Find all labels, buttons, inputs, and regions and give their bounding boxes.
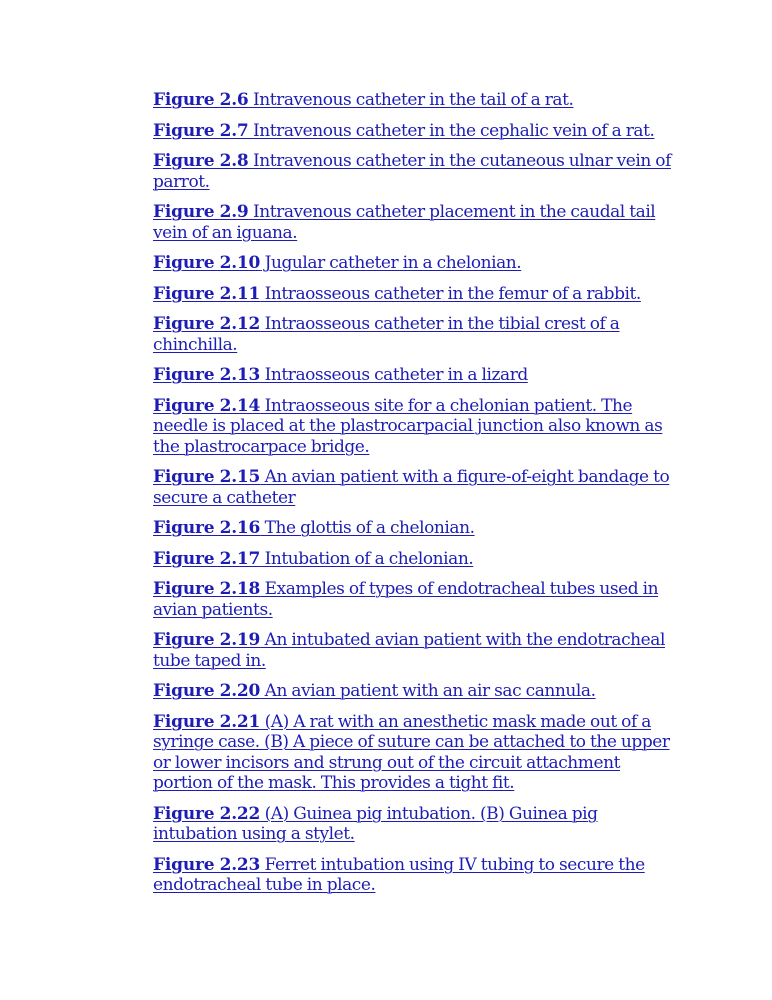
figure-link-2-16[interactable] bbox=[153, 518, 683, 539]
figure-link-2-9[interactable] bbox=[153, 202, 683, 243]
figure-number: Figure 2.14 bbox=[153, 395, 261, 416]
figure-link-2-10[interactable] bbox=[153, 253, 683, 274]
figure-link-2-12[interactable] bbox=[153, 314, 683, 355]
figure-number: Figure 2.10 bbox=[153, 253, 261, 273]
figure-number: Figure 2.15 bbox=[153, 467, 261, 487]
figure-caption: Ferret intubation using IV tubing to secure the endotracheal tube in place. bbox=[153, 854, 645, 895]
figure-number: Figure 2.9 bbox=[153, 202, 249, 222]
figure-caption: Intraosseous site for a chelonian patient. The needle is placed at the plastrocarpacial junction also known as the plastrocarpace bridge. bbox=[153, 395, 663, 457]
figure-caption: Intravenous catheter in the cutaneous ulnar vein of parrot. bbox=[153, 151, 671, 192]
figure-number: Figure 2.21 bbox=[153, 711, 261, 732]
figure-number: Figure 2.19 bbox=[153, 630, 261, 650]
figure-caption: The glottis of a chelonian. bbox=[260, 518, 475, 538]
figure-number: Figure 2.22 bbox=[153, 803, 261, 824]
figure-link-2-14[interactable] bbox=[153, 396, 683, 458]
figure-caption: Intravenous catheter placement in the caudal tail vein of an iguana. bbox=[153, 202, 656, 243]
figure-link-2-13[interactable] bbox=[153, 365, 683, 386]
figure-caption: (A) Guinea pig intubation. (B) Guinea pig intubation using a stylet. bbox=[153, 803, 598, 844]
figure-caption: An avian patient with a figure-of-eight bandage to secure a catheter bbox=[153, 467, 670, 508]
figure-caption: Intraosseous catheter in the tibial crest of a chinchilla. bbox=[153, 314, 620, 355]
figure-number: Figure 2.18 bbox=[153, 579, 261, 599]
figure-link-2-17[interactable] bbox=[153, 549, 683, 570]
list-of-figures bbox=[153, 90, 683, 906]
figure-number: Figure 2.11 bbox=[153, 283, 261, 304]
figure-caption: Intubation of a chelonian. bbox=[260, 548, 474, 569]
figure-number: Figure 2.7 bbox=[153, 120, 249, 141]
figure-caption: Intraosseous catheter in a lizard bbox=[260, 365, 528, 385]
figure-link-2-18[interactable] bbox=[153, 579, 683, 620]
figure-number: Figure 2.17 bbox=[153, 548, 261, 569]
figure-number: Figure 2.16 bbox=[153, 518, 261, 538]
figure-link-2-6[interactable] bbox=[153, 90, 683, 111]
figure-caption: (A) A rat with an anesthetic mask made out of a syringe case. (B) A piece of suture can be attached to the upper or lower incisors and strung out of the circuit attachment portion of the mask. This provides a tight fit. bbox=[153, 711, 670, 793]
figure-caption: An intubated avian patient with the endotracheal tube taped in. bbox=[153, 630, 665, 671]
figure-caption: An avian patient with an air sac cannula. bbox=[260, 681, 596, 701]
figure-link-2-8[interactable] bbox=[153, 151, 683, 192]
figure-number: Figure 2.6 bbox=[153, 90, 249, 110]
figure-number: Figure 2.20 bbox=[153, 681, 261, 701]
figure-number: Figure 2.13 bbox=[153, 365, 261, 385]
figure-link-2-21[interactable] bbox=[153, 712, 683, 794]
figure-caption: Intravenous catheter in the tail of a rat. bbox=[248, 90, 574, 110]
figure-link-2-19[interactable] bbox=[153, 630, 683, 671]
figure-link-2-7[interactable] bbox=[153, 121, 683, 142]
figure-link-2-15[interactable] bbox=[153, 467, 683, 508]
figure-link-2-22[interactable] bbox=[153, 804, 683, 845]
figure-caption: Examples of types of endotracheal tubes used in avian patients. bbox=[153, 579, 659, 620]
figure-number: Figure 2.12 bbox=[153, 314, 261, 334]
figure-link-2-23[interactable] bbox=[153, 855, 683, 896]
figure-caption: Jugular catheter in a chelonian. bbox=[260, 253, 522, 273]
figure-caption: Intravenous catheter in the cephalic vein of a rat. bbox=[248, 120, 655, 141]
figure-number: Figure 2.8 bbox=[153, 151, 249, 171]
figure-link-2-20[interactable] bbox=[153, 681, 683, 702]
figure-number: Figure 2.23 bbox=[153, 854, 261, 875]
figure-caption: Intraosseous catheter in the femur of a rabbit. bbox=[260, 283, 641, 304]
figure-link-2-11[interactable] bbox=[153, 284, 683, 305]
